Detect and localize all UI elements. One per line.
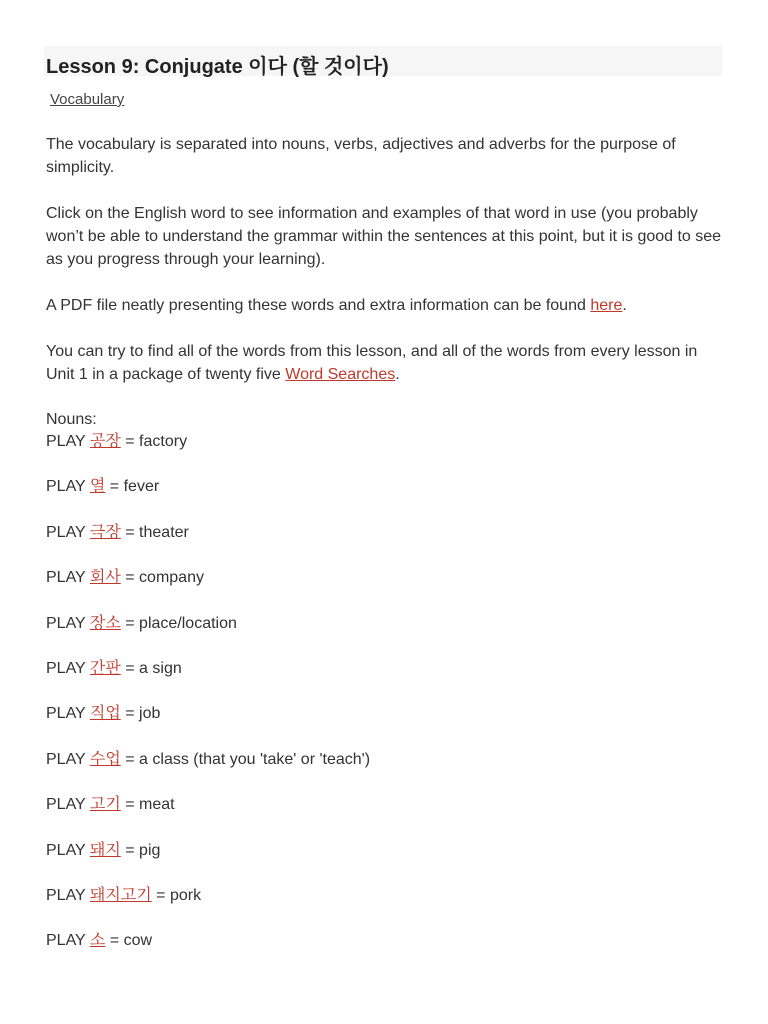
english-meaning: = pork [151, 886, 202, 904]
list-item [46, 748, 370, 793]
play-label: PLAY [46, 523, 86, 541]
list-item [46, 612, 370, 657]
play-label: PLAY [46, 932, 86, 950]
korean-word-link[interactable]: 열 [89, 478, 106, 496]
play-label: PLAY [46, 433, 86, 450]
korean-word-link[interactable]: 공장 [89, 433, 121, 450]
play-label: PLAY [46, 659, 86, 677]
english-meaning: = meat [120, 796, 175, 814]
pdf-text: A PDF file neatly presenting these words and extra information can be found [46, 297, 591, 314]
list-item [46, 702, 370, 747]
list-item [46, 475, 370, 520]
word-search-text-end: . [395, 366, 400, 383]
list-item [46, 929, 370, 974]
play-label: PLAY [46, 614, 86, 632]
korean-word-link[interactable]: 직업 [89, 705, 121, 723]
english-meaning: = pig [120, 841, 161, 859]
play-label: PLAY [46, 886, 86, 904]
english-meaning: = company [120, 569, 204, 587]
english-meaning: = fever [105, 478, 160, 496]
play-label: PLAY [46, 705, 86, 723]
pdf-text-end: . [622, 297, 627, 314]
list-item [46, 430, 370, 475]
korean-word-link[interactable]: 수업 [89, 750, 121, 768]
list-item [46, 793, 370, 838]
word-search-paragraph [46, 340, 726, 386]
korean-word-link[interactable]: 돼지고기 [89, 886, 152, 904]
korean-word-link[interactable]: 돼지 [89, 841, 121, 859]
pdf-paragraph [46, 294, 726, 317]
korean-word-link[interactable]: 고기 [89, 796, 121, 814]
play-label: PLAY [46, 569, 86, 587]
korean-word-link[interactable]: 극장 [89, 523, 121, 541]
play-label: PLAY [46, 478, 86, 496]
word-searches-link[interactable]: Word Searches [285, 366, 396, 383]
korean-word-link[interactable]: 장소 [89, 614, 121, 632]
english-meaning: = a class (that you 'take' or 'teach') [120, 750, 371, 768]
list-item [46, 884, 370, 929]
korean-word-link[interactable]: 소 [89, 932, 106, 950]
korean-word-link[interactable]: 회사 [89, 569, 121, 587]
word-search-text: You can try to find all of the words from this lesson, and all of the words from every lesson in Unit 1 in a package of twenty five [46, 343, 698, 383]
intro-paragraph: The vocabulary is separated into nouns, verbs, adjectives and adverbs for the purpose of simplicity. [46, 136, 676, 176]
vocabulary-heading: Vocabulary [50, 91, 125, 108]
noun-list [46, 430, 370, 975]
english-meaning: = job [120, 705, 161, 723]
english-meaning: = place/location [120, 614, 237, 632]
page-title: Lesson 9: Conjugate 이다 (할 것이다) [46, 56, 389, 78]
english-meaning: = factory [120, 433, 188, 450]
instructions-paragraph: Click on the English word to see information and examples of that word in use (you probably won’t be able to understand the grammar within the sentences at this point, but it is good to see as you progress through your learning). [46, 205, 722, 268]
list-item [46, 566, 370, 611]
english-meaning: = theater [120, 523, 189, 541]
english-meaning: = a sign [120, 659, 182, 677]
nouns-label: Nouns: [46, 411, 97, 428]
english-meaning: = cow [105, 932, 153, 950]
list-item [46, 839, 370, 884]
play-label: PLAY [46, 796, 86, 814]
list-item [46, 657, 370, 702]
list-item [46, 521, 370, 566]
korean-word-link[interactable]: 간판 [89, 659, 121, 677]
pdf-here-link[interactable]: here [590, 297, 623, 314]
play-label: PLAY [46, 841, 86, 859]
play-label: PLAY [46, 750, 86, 768]
